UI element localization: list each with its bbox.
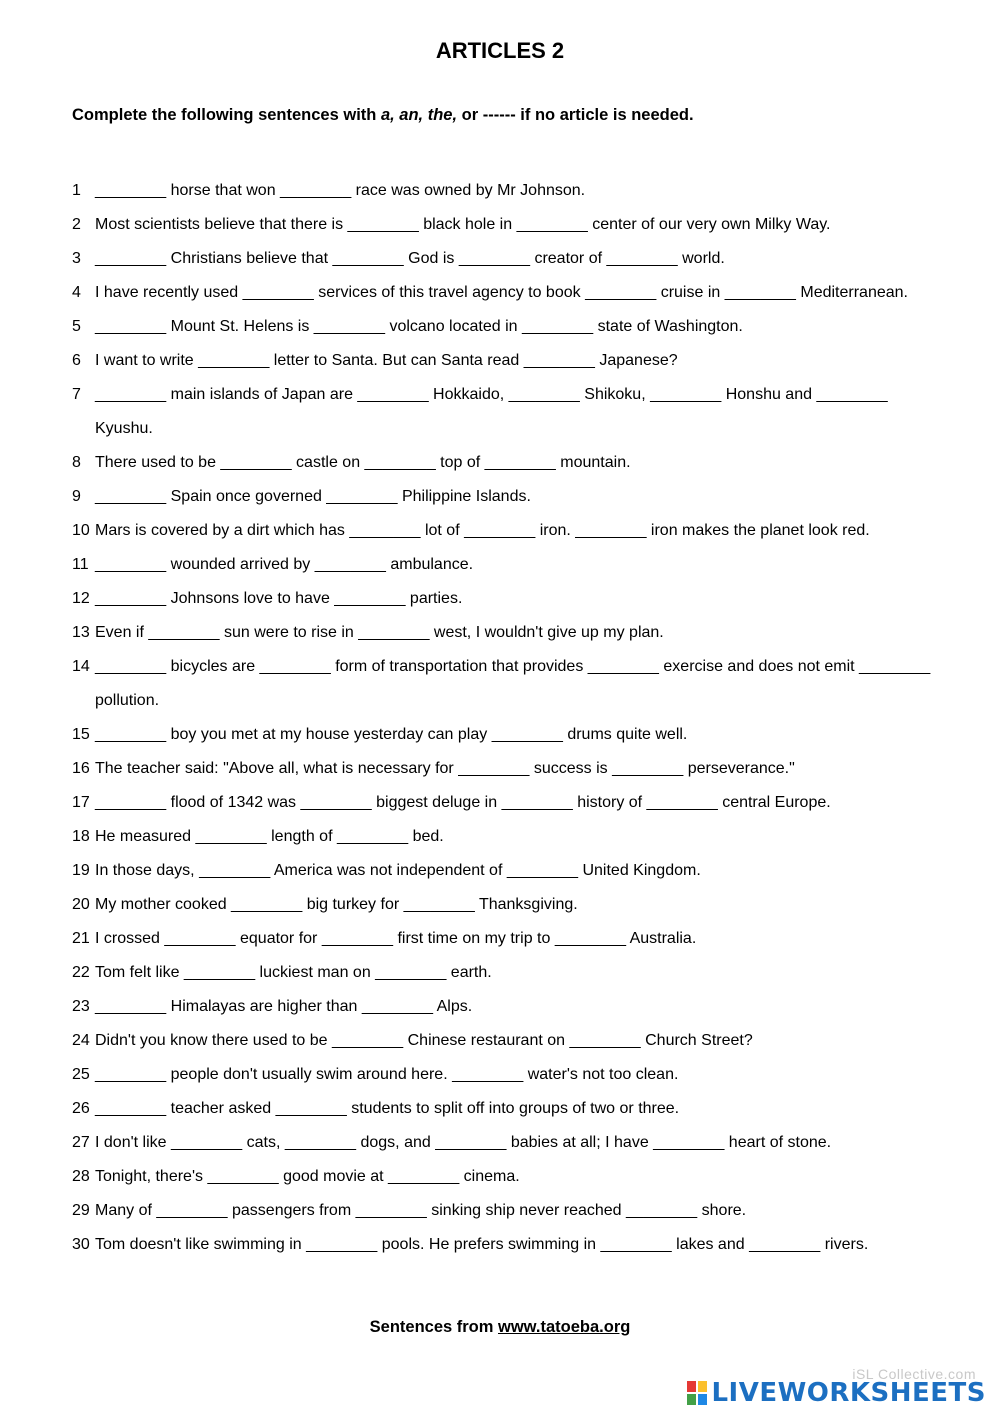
sentence-item xyxy=(72,1160,932,1194)
instructions-before: Complete the following sentences with xyxy=(72,106,381,124)
sentence-number: 1 xyxy=(72,182,81,199)
sentence-text: I don't like ________ cats, ________ dogs, and ________ babies at all; I have ________ heart of stone. xyxy=(95,1134,832,1151)
sentence-item xyxy=(72,582,932,616)
sentence-number: 14 xyxy=(72,658,90,675)
sentence-item xyxy=(72,276,932,310)
sentence-number: 11 xyxy=(72,556,89,573)
sentence-number: 16 xyxy=(72,760,90,777)
sentence-number: 10 xyxy=(72,522,90,539)
sentence-number: 21 xyxy=(72,930,90,947)
sentence-text: ________ people don't usually swim around here. ________ water's not too clean. xyxy=(95,1066,679,1083)
page-title: ARTICLES 2 xyxy=(435,38,565,63)
sentence-text: Even if ________ sun were to rise in ________ west, I wouldn't give up my plan. xyxy=(95,624,664,641)
sentence-item xyxy=(72,480,932,514)
sentence-item xyxy=(72,378,932,446)
sentence-number: 23 xyxy=(72,998,90,1015)
source-link[interactable]: www.tatoeba.org xyxy=(498,1318,631,1336)
sentence-item xyxy=(72,1228,932,1262)
sentence-number: 27 xyxy=(72,1134,90,1151)
sentence-number: 18 xyxy=(72,828,90,845)
sentence-number: 15 xyxy=(72,726,90,743)
sentence-item xyxy=(72,242,932,276)
sentence-item xyxy=(72,1092,932,1126)
sentence-item xyxy=(72,446,932,480)
sentence-item xyxy=(72,514,932,548)
source-credit xyxy=(0,1318,1000,1337)
logo-square-3 xyxy=(687,1394,696,1405)
sentence-number: 12 xyxy=(72,590,90,607)
sentence-number: 30 xyxy=(72,1236,90,1253)
sentence-number: 8 xyxy=(72,454,81,471)
sentence-item xyxy=(72,854,932,888)
sentence-text: ________ flood of 1342 was ________ biggest deluge in ________ history of ________ central Europe. xyxy=(95,794,831,811)
sentence-text: I crossed ________ equator for ________ first time on my trip to ________ Australia. xyxy=(95,930,697,947)
sentence-text: My mother cooked ________ big turkey for ________ Thanksgiving. xyxy=(95,896,578,913)
sentence-item xyxy=(72,1194,932,1228)
sentence-text: ________ Spain once governed ________ Philippine Islands. xyxy=(95,488,531,505)
sentence-text: He measured ________ length of ________ bed. xyxy=(95,828,444,845)
sentence-number: 4 xyxy=(72,284,81,301)
sentence-text: ________ Mount St. Helens is ________ volcano located in ________ state of Washington. xyxy=(95,318,743,335)
sentence-item xyxy=(72,990,932,1024)
sentence-item xyxy=(72,820,932,854)
sentence-item xyxy=(72,208,932,242)
sentence-text: ________ teacher asked ________ students to split off into groups of two or three. xyxy=(95,1100,680,1117)
sentence-text: ________ bicycles are ________ form of transportation that provides ________ exercise and does not emit ________ pollution. xyxy=(95,658,935,709)
sentence-text: In those days, ________ America was not independent of ________ United Kingdom. xyxy=(95,862,701,879)
sentence-item xyxy=(72,174,932,208)
sentence-number: 6 xyxy=(72,352,81,369)
sentence-text: ________ boy you met at my house yesterday can play ________ drums quite well. xyxy=(95,726,688,743)
logo-square-4 xyxy=(698,1394,707,1405)
sentence-text: Mars is covered by a dirt which has ________ lot of ________ iron. ________ iron makes the planet look red. xyxy=(95,522,870,539)
sentence-text: I have recently used ________ services of this travel agency to book ________ cruise in ________ Mediterranean. xyxy=(95,284,908,301)
watermark: iSL Collective.com xyxy=(852,1366,976,1382)
sentence-item xyxy=(72,616,932,650)
brand-name: LIVEWORKSHEETS xyxy=(711,1378,986,1408)
instructions xyxy=(72,106,932,125)
sentence-number: 13 xyxy=(72,624,90,641)
sentence-item xyxy=(72,786,932,820)
logo-square-1 xyxy=(687,1381,696,1392)
source-prefix: Sentences from xyxy=(369,1318,499,1336)
sentence-number: 24 xyxy=(72,1032,90,1049)
sentence-item xyxy=(72,752,932,786)
sentence-text: Tom doesn't like swimming in ________ pools. He prefers swimming in ________ lakes and ________ rivers. xyxy=(95,1236,869,1253)
sentence-number: 9 xyxy=(72,488,81,505)
sentence-number: 5 xyxy=(72,318,81,335)
sentence-number: 25 xyxy=(72,1066,90,1083)
sentence-text: ________ Christians believe that ________ God is ________ creator of ________ world. xyxy=(95,250,725,267)
sentence-text: There used to be ________ castle on ________ top of ________ mountain. xyxy=(95,454,631,471)
sentence-item xyxy=(72,548,932,582)
sentence-list xyxy=(72,174,935,1262)
instructions-options: a, an, the, xyxy=(380,106,458,124)
sentence-number: 29 xyxy=(72,1202,90,1219)
sentence-item xyxy=(72,1024,932,1058)
sentence-text: ________ Johnsons love to have ________ parties. xyxy=(95,590,463,607)
sentence-text: Most scientists believe that there is ________ black hole in ________ center of our very own Milky Way. xyxy=(95,216,831,233)
sentence-item xyxy=(72,888,932,922)
sentence-text: ________ horse that won ________ race was owned by Mr Johnson. xyxy=(95,182,586,199)
sentence-item xyxy=(72,956,932,990)
sentence-number: 22 xyxy=(72,964,90,981)
sentence-item xyxy=(72,718,932,752)
sentence-number: 3 xyxy=(72,250,81,267)
logo-square-2 xyxy=(698,1381,707,1392)
liveworksheets-logo-icon xyxy=(687,1381,707,1405)
sentence-text: Tom felt like ________ luckiest man on ________ earth. xyxy=(95,964,492,981)
sentence-text: Didn't you know there used to be ________ Chinese restaurant on ________ Church Street? xyxy=(95,1032,753,1049)
sentence-text: ________ Himalayas are higher than ________ Alps. xyxy=(95,998,473,1015)
sentence-number: 2 xyxy=(72,216,81,233)
brand-logo[interactable] xyxy=(687,1378,986,1408)
sentence-text: I want to write ________ letter to Santa. But can Santa read ________ Japanese? xyxy=(95,352,678,369)
sentence-text: Many of ________ passengers from ________ sinking ship never reached ________ shore. xyxy=(95,1202,747,1219)
sentence-number: 28 xyxy=(72,1168,90,1185)
sentence-item xyxy=(72,650,935,718)
sentence-number: 26 xyxy=(72,1100,90,1117)
sentence-item xyxy=(72,922,932,956)
sentence-number: 17 xyxy=(72,794,90,811)
instructions-after: or ------ if no article is needed. xyxy=(457,106,694,124)
sentence-item xyxy=(72,1058,932,1092)
sentence-text: ________ wounded arrived by ________ ambulance. xyxy=(95,556,474,573)
sentence-text: ________ main islands of Japan are ________ Hokkaido, ________ Shikoku, ________ Honshu and ________ Kyushu. xyxy=(95,386,893,437)
sentence-number: 19 xyxy=(72,862,90,879)
sentence-item xyxy=(72,310,932,344)
sentence-item xyxy=(72,1126,932,1160)
sentence-item xyxy=(72,344,932,378)
sentence-number: 20 xyxy=(72,896,90,913)
sentence-number: 7 xyxy=(72,386,81,403)
sentence-text: Tonight, there's ________ good movie at ________ cinema. xyxy=(95,1168,520,1185)
sentence-text: The teacher said: "Above all, what is necessary for ________ success is ________ perseverance." xyxy=(95,760,795,777)
